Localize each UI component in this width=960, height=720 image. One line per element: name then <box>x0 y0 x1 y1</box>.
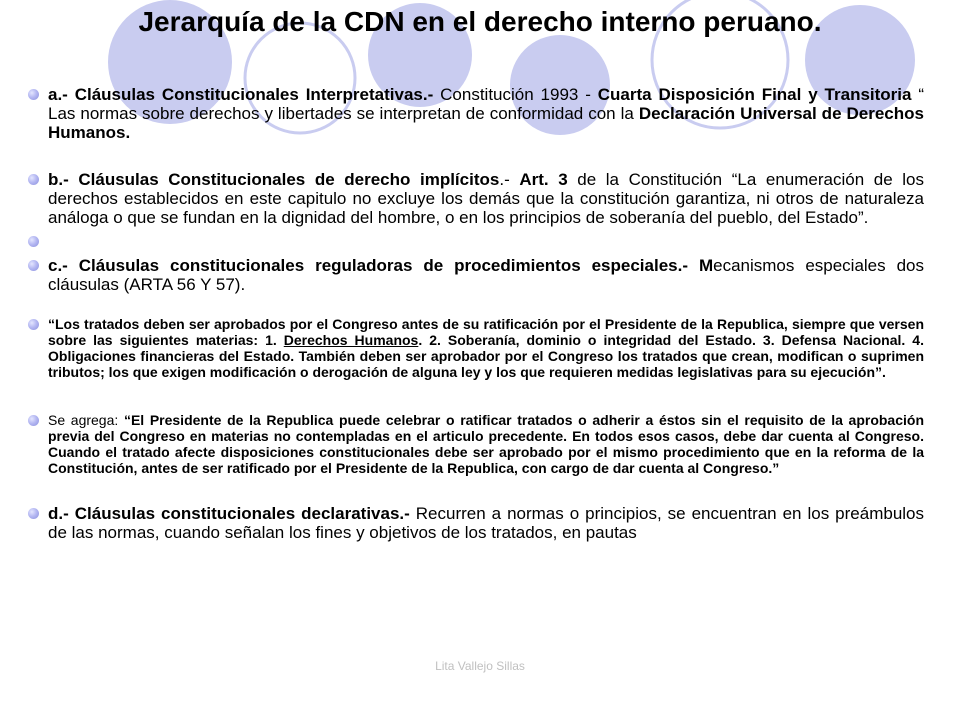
bullet-icon <box>28 319 39 330</box>
item-text: Recurren a normas o principios, se encuentran en los preámbulos de las normas, cuando señalan los fines y objetivos de los tratados, en pautas <box>48 504 925 542</box>
item-text: de la Constitución “La enumeración de los derechos establecidos en este capitulo no excluye los demás que la constitución garantiza, ni otros de naturaleza análoga o que se fundan en la dignidad del hombre, o en los principios de soberanía del pueblo, del Estado”. <box>48 170 924 227</box>
quote-text: . 2. Soberanía, dominio o integridad del Estado. 3. Defensa Nacional. 4. Obligaciones financieras del Estado. También deben ser aprobador por el Congreso los tratados que crean, modifican o suprimen tributos; los que exigen modificación o derogación de alguna ley y los que requieren medidas legislativas para su ejecución”. <box>48 332 924 380</box>
bullet-icon <box>28 174 39 185</box>
list-item-quote-2 <box>28 412 924 476</box>
slide-footer: Lita Vallejo Sillas <box>435 659 525 673</box>
underlined-text: Derechos Humanos <box>283 332 419 348</box>
quote-text: “El Presidente de la Republica puede celebrar o ratificar tratados o adherir a éstos sin el requisito de la aprobación previa del Congreso en materias no contempladas en el articulo precedente. En todos esos casos, debe dar cuenta al Congreso. Cuando el tratado afecte disposiciones constitucionales debe ser aprobado por el mismo procedimiento que en la reforma de la Constitución, antes de ser ratificado por el Presidente de la Republica, con cargo de dar cuenta al Congreso.” <box>48 412 924 476</box>
item-text: “ Las normas sobre derechos y libertades se interpretan de conformidad con la <box>48 85 924 123</box>
bullet-icon <box>28 89 39 100</box>
item-heading: b.- Cláusulas Constitucionales de derecho implícitos <box>48 170 500 189</box>
quote-prefix: Se agrega: <box>48 412 124 428</box>
item-heading: a.- Cláusulas Constitucionales Interpretativas.- <box>48 85 434 104</box>
list-item-c <box>28 256 924 294</box>
item-text: .- <box>499 170 520 189</box>
bullet-icon <box>28 260 39 271</box>
item-heading: d.- Cláusulas constitucionales declarativas.- <box>48 504 410 523</box>
item-text: Constitución 1993 - <box>433 85 598 104</box>
list-item-empty <box>28 232 924 251</box>
item-heading: c.- Cláusulas constitucionales reguladoras de procedimientos especiales.- <box>48 256 689 275</box>
item-bold-text: M <box>698 256 714 275</box>
item-bold-text: Declaración Universal de Derechos Humanos. <box>48 104 924 142</box>
bullet-icon <box>28 508 39 519</box>
item-bold-text: Art. 3 <box>519 170 568 189</box>
item-text: ecanismos especiales dos cláusulas (ARTA 56 Y 57). <box>48 256 924 294</box>
page-title: Jerarquía de la CDN en el derecho interno peruano. <box>138 6 822 37</box>
item-text <box>688 256 699 275</box>
bullet-icon <box>28 236 39 247</box>
item-bold-text: Cuarta Disposición Final y Transitoria <box>597 85 912 104</box>
bullet-list <box>28 85 924 542</box>
list-item-quote-1 <box>28 316 924 380</box>
bullet-icon <box>28 415 39 426</box>
list-item-a <box>28 85 924 142</box>
quote-text: “Los tratados deben ser aprobados por el Congreso antes de su ratificación por el Presidente de la Republica, siempre que versen sobre las siguientes materias: 1. <box>48 316 924 348</box>
list-item-d <box>28 504 924 542</box>
list-item-b <box>28 170 924 227</box>
